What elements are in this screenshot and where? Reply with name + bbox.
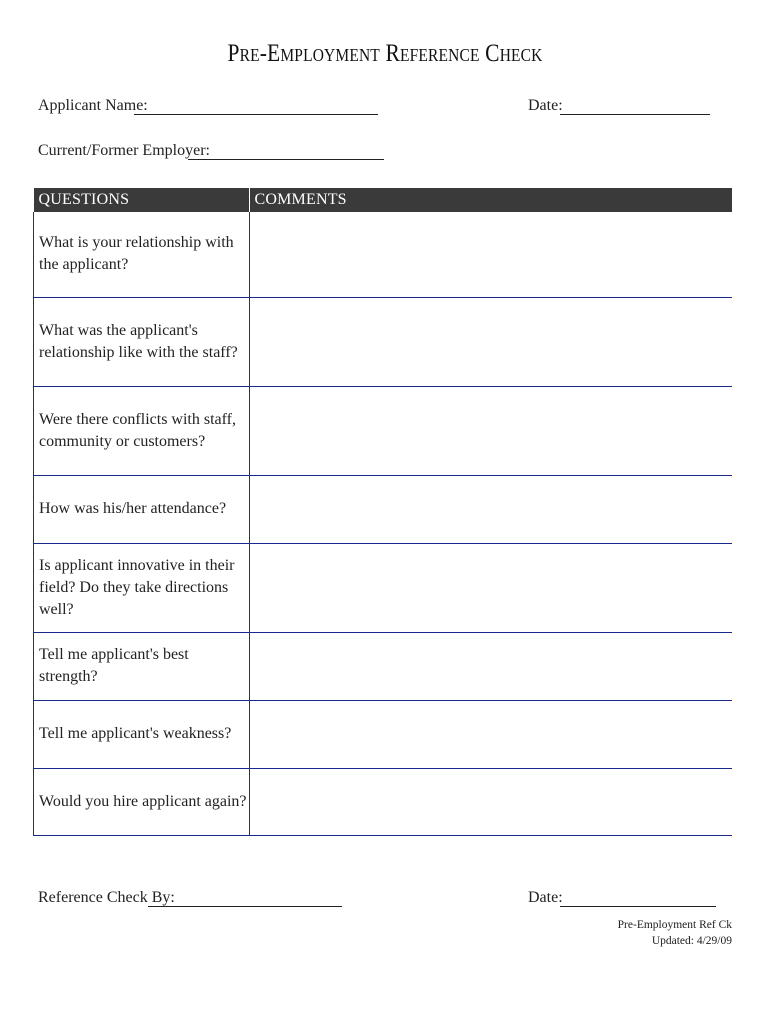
comment-cell[interactable] bbox=[249, 632, 732, 700]
table-header-row bbox=[34, 188, 733, 212]
question-text: How was his/her attendance? bbox=[34, 475, 250, 543]
question-text: What was the applicant's relationship like with the staff? bbox=[34, 297, 250, 386]
comments-column-header: COMMENTS bbox=[249, 188, 732, 212]
comment-cell[interactable] bbox=[249, 386, 732, 475]
form-footer-note bbox=[618, 917, 732, 949]
table-row bbox=[34, 768, 733, 835]
page-title: Pre-Employment Reference Check bbox=[227, 40, 543, 67]
reference-check-by-field[interactable] bbox=[148, 892, 342, 907]
reference-check-by-label: Reference Check By: bbox=[38, 889, 175, 906]
applicant-name-field[interactable] bbox=[134, 100, 378, 115]
questions-table bbox=[33, 188, 732, 836]
question-text: Is applicant innovative in their field? Do they take directions well? bbox=[34, 543, 250, 632]
applicant-name-label: Applicant Name: bbox=[38, 97, 148, 114]
questions-column-header: QUESTIONS bbox=[34, 188, 250, 212]
table-row bbox=[34, 543, 733, 632]
comment-cell[interactable] bbox=[249, 768, 732, 835]
table-row bbox=[34, 386, 733, 475]
question-text: What is your relationship with the applicant? bbox=[34, 212, 250, 297]
employer-label: Current/Former Employer: bbox=[38, 142, 210, 159]
comment-cell[interactable] bbox=[249, 475, 732, 543]
table-row bbox=[34, 700, 733, 768]
comment-cell[interactable] bbox=[249, 700, 732, 768]
comment-cell[interactable] bbox=[249, 543, 732, 632]
footer-date-field[interactable] bbox=[560, 892, 716, 907]
employer-field[interactable] bbox=[188, 145, 384, 160]
date-field[interactable] bbox=[560, 100, 710, 115]
table-row bbox=[34, 632, 733, 700]
comment-cell[interactable] bbox=[249, 297, 732, 386]
table-row bbox=[34, 475, 733, 543]
date-label: Date: bbox=[528, 97, 563, 114]
question-text: Were there conflicts with staff, community or customers? bbox=[34, 386, 250, 475]
comment-cell[interactable] bbox=[249, 212, 732, 297]
table-row bbox=[34, 297, 733, 386]
question-text: Tell me applicant's weakness? bbox=[34, 700, 250, 768]
form-updated-date: Updated: 4/29/09 bbox=[651, 935, 732, 947]
form-name: Pre-Employment Ref Ck bbox=[617, 919, 732, 931]
table-row bbox=[34, 212, 733, 297]
footer-date-label: Date: bbox=[528, 889, 563, 906]
question-text: Would you hire applicant again? bbox=[34, 768, 250, 835]
question-text: Tell me applicant's best strength? bbox=[34, 632, 250, 700]
